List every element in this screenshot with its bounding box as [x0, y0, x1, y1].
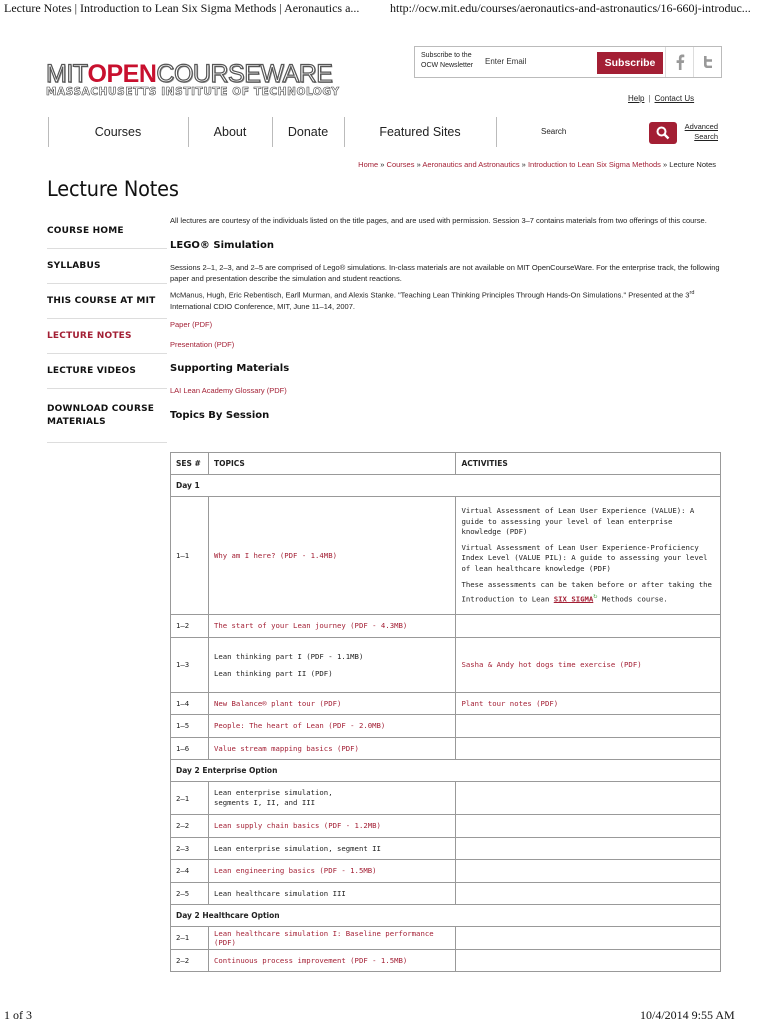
- activity-link[interactable]: Sasha & Andy hot dogs time exercise (PDF): [456, 637, 721, 692]
- glossary-link[interactable]: LAI Lean Academy Glossary (PDF): [170, 385, 287, 395]
- activity-link[interactable]: Plant tour notes (PDF): [456, 692, 721, 715]
- topic-link[interactable]: Lean supply chain basics (PDF - 1.2MB): [208, 815, 456, 838]
- ses-cell: 2–2: [171, 815, 209, 838]
- topic-link[interactable]: Lean healthcare simulation I: Baseline performance (PDF): [208, 927, 456, 950]
- citation-text: McManus, Hugh, Eric Rebentisch, Earll Murman, and Alexis Stanke. "Teaching Lean Thinking Principles Through Hands-On Simulations." Presented at the 3: [170, 290, 690, 300]
- group-day1: Day 1: [171, 475, 721, 497]
- group-row: [171, 905, 721, 927]
- table-row: [171, 837, 721, 860]
- ocw-logo[interactable]: [46, 62, 340, 98]
- col-activities: ACTIVITIES: [456, 453, 721, 475]
- assessment-note-end: Methods course.: [597, 594, 668, 604]
- table-row: [171, 737, 721, 760]
- print-footer: [0, 1006, 768, 1024]
- email-field[interactable]: [483, 50, 593, 72]
- table-row: [171, 637, 721, 692]
- ses-cell: 1–4: [171, 692, 209, 715]
- print-url: http://ocw.mit.edu/courses/aeronautics-and-astronautics/16-660j-introduc...: [390, 1, 751, 15]
- assessment-note: [461, 580, 715, 604]
- ses-cell: 1–1: [171, 497, 209, 615]
- breadcrumb-courses[interactable]: Courses: [386, 160, 415, 169]
- search-button[interactable]: [649, 122, 677, 144]
- topic-text: Lean enterprise simulation, segment II: [208, 837, 456, 860]
- presentation-link[interactable]: Presentation (PDF): [170, 339, 235, 349]
- topic-text: segments I, II, and III: [213, 798, 316, 807]
- group-day2-enterprise: Day 2 Enterprise Option: [171, 760, 721, 782]
- citation-sup: rd: [689, 290, 695, 296]
- ses-cell: 1–3: [171, 637, 209, 692]
- subscribe-label: Subscribe to the OCW Newsletter: [421, 52, 474, 69]
- citation-text-end: International CDIO Conference, MIT, June 11–14, 2007.: [170, 301, 355, 311]
- breadcrumb-current: Lecture Notes: [669, 160, 716, 169]
- search-input[interactable]: Search: [541, 127, 567, 136]
- activities-cell: [456, 815, 721, 838]
- nav-divider: [496, 117, 497, 147]
- assessment-note-text: These assessments can be taken before or after taking the Introduction to Lean: [461, 580, 712, 604]
- course-sidebar: [47, 214, 167, 443]
- print-header: [0, 0, 768, 18]
- six-sigma-link[interactable]: SIX SIGMA: [553, 594, 594, 604]
- ses-cell: 2–5: [171, 882, 209, 905]
- table-row: [171, 692, 721, 715]
- table-header-row: [171, 453, 721, 475]
- breadcrumb: [0, 160, 716, 169]
- logo-open: OPEN: [87, 60, 157, 88]
- table-row: [171, 497, 721, 615]
- nav-donate[interactable]: Donate: [287, 125, 329, 139]
- paper-link[interactable]: Paper (PDF): [170, 319, 213, 329]
- value-pil-guide-link[interactable]: Virtual Assessment of Lean User Experience-Proficiency Index Level (VALUE PIL): A guide to assessing your level of lean healthcare knowledge (PDF): [461, 542, 708, 573]
- logo-wordmark: [46, 62, 340, 86]
- main-content: [170, 214, 722, 421]
- nav-about[interactable]: About: [213, 125, 247, 139]
- sidebar-item-lecture-notes[interactable]: LECTURE NOTES: [47, 319, 167, 354]
- logo-courseware: COURSEWARE: [156, 60, 333, 88]
- topic-link[interactable]: Value stream mapping basics (PDF): [208, 737, 456, 760]
- topics-cell: [208, 782, 456, 815]
- ses-cell: 2–2: [171, 949, 209, 972]
- activities-cell: [456, 882, 721, 905]
- ses-cell: 2–4: [171, 860, 209, 883]
- twitter-icon[interactable]: [693, 47, 721, 77]
- table-row: [171, 860, 721, 883]
- lego-heading: LEGO® Simulation: [170, 240, 274, 251]
- topics-cell: [208, 637, 456, 692]
- topic-link[interactable]: Continuous process improvement (PDF - 1.5MB): [208, 949, 456, 972]
- topic-link[interactable]: People: The heart of Lean (PDF - 2.0MB): [208, 715, 456, 738]
- utility-links: [628, 94, 694, 103]
- topic-link[interactable]: New Balance® plant tour (PDF): [208, 692, 456, 715]
- ses-cell: 2–1: [171, 782, 209, 815]
- ses-cell: 2–3: [171, 837, 209, 860]
- ses-cell: 1–6: [171, 737, 209, 760]
- intro-text: All lectures are courtesy of the individuals listed on the title pages, and are used with permission. Session 3–7 contains materials from two offerings of this course.: [170, 216, 707, 225]
- nav-featured-sites[interactable]: Featured Sites: [379, 125, 461, 139]
- ses-cell: 1–5: [171, 715, 209, 738]
- activities-cell: [456, 949, 721, 972]
- search-icon: [656, 126, 670, 140]
- sidebar-item-this-course-at-mit[interactable]: THIS COURSE AT MIT: [47, 284, 167, 319]
- topic-link[interactable]: The start of your Lean journey (PDF - 4.3MB): [208, 615, 456, 638]
- subscribe-button[interactable]: Subscribe: [597, 52, 663, 74]
- breadcrumb-home[interactable]: Home: [358, 160, 379, 169]
- print-page-title: Lecture Notes | Introduction to Lean Six Sigma Methods | Aeronautics a...: [4, 1, 360, 15]
- value-guide-link[interactable]: Virtual Assessment of Lean User Experience (VALUE): A guide to assessing your level of lean enterprise knowledge (PDF): [461, 506, 695, 537]
- page-title: Lecture Notes: [47, 177, 179, 201]
- lego-paragraph: Sessions 2–1, 2–3, and 2–5 are comprised of Lego® simulations. In-class materials are not available on MIT OpenCourseWare. For the enterprise track, the following paper and presentation describe the simulation and student reactions.: [170, 263, 720, 283]
- ses-cell: 2–1: [171, 927, 209, 950]
- group-day2-healthcare: Day 2 Healthcare Option: [171, 905, 721, 927]
- help-link[interactable]: Help: [628, 94, 645, 103]
- sidebar-item-syllabus[interactable]: SYLLABUS: [47, 249, 167, 284]
- activities-cell: [456, 837, 721, 860]
- breadcrumb-dept[interactable]: Aeronautics and Astronautics: [422, 160, 520, 169]
- nav-courses[interactable]: Courses: [94, 125, 142, 139]
- activities-cell: [456, 860, 721, 883]
- main-nav: [46, 117, 726, 147]
- activities-cell: [456, 782, 721, 815]
- breadcrumb-course[interactable]: Introduction to Lean Six Sigma Methods: [527, 160, 661, 169]
- print-datetime: 10/4/2014 9:55 AM: [640, 1008, 735, 1022]
- table-row: [171, 715, 721, 738]
- col-topics: TOPICS: [208, 453, 456, 475]
- breadcrumb-sep: »: [521, 160, 526, 169]
- activities-cell: [456, 927, 721, 950]
- topics-heading: Topics By Session: [170, 409, 270, 421]
- ses-cell: 1–2: [171, 615, 209, 638]
- breadcrumb-sep: »: [416, 160, 421, 169]
- topic-link[interactable]: Lean thinking part I (PDF - 1.1MB): [213, 651, 364, 661]
- print-page-number: 1 of 3: [4, 1008, 32, 1022]
- citation: [170, 288, 722, 312]
- logo-mit: MIT: [46, 60, 88, 88]
- col-ses: SES #: [171, 453, 209, 475]
- sessions-table: [170, 452, 721, 972]
- activities-cell: [456, 615, 721, 638]
- table-row: [171, 782, 721, 815]
- group-row: [171, 760, 721, 782]
- breadcrumb-sep: »: [663, 160, 668, 169]
- supporting-materials-heading: Supporting Materials: [170, 362, 290, 374]
- table-row: [171, 615, 721, 638]
- topic-text: Lean healthcare simulation III: [208, 882, 456, 905]
- sidebar-item-course-home[interactable]: COURSE HOME: [47, 214, 167, 249]
- activities-cell: [456, 737, 721, 760]
- utility-separator: |: [648, 94, 651, 103]
- topic-text: Lean enterprise simulation,: [213, 788, 333, 797]
- contact-us-link[interactable]: Contact Us: [654, 94, 695, 103]
- breadcrumb-sep: »: [380, 160, 385, 169]
- topic-link[interactable]: Lean engineering basics (PDF - 1.5MB): [208, 860, 456, 883]
- group-row: [171, 475, 721, 497]
- advanced-search-link[interactable]: Advanced Search: [684, 122, 718, 141]
- activities-cell: [456, 497, 721, 615]
- topic-link[interactable]: Why am I here? (PDF - 1.4MB): [208, 497, 456, 615]
- activities-cell: [456, 715, 721, 738]
- facebook-icon[interactable]: [665, 47, 693, 77]
- topic-link[interactable]: Lean thinking part II (PDF): [213, 668, 333, 678]
- table-row: [171, 882, 721, 905]
- sidebar-item-download-course-materials[interactable]: DOWNLOAD COURSE MATERIALS: [47, 389, 167, 443]
- logo-subtitle: MASSACHUSETTS INSTITUTE OF TECHNOLOGY: [46, 86, 340, 98]
- table-row: [171, 815, 721, 838]
- newsletter-subscribe: [414, 46, 722, 78]
- table-row: [171, 949, 721, 972]
- external-link-icon: ↻: [593, 591, 598, 600]
- table-row: [171, 927, 721, 950]
- sidebar-item-lecture-videos[interactable]: LECTURE VIDEOS: [47, 354, 167, 389]
